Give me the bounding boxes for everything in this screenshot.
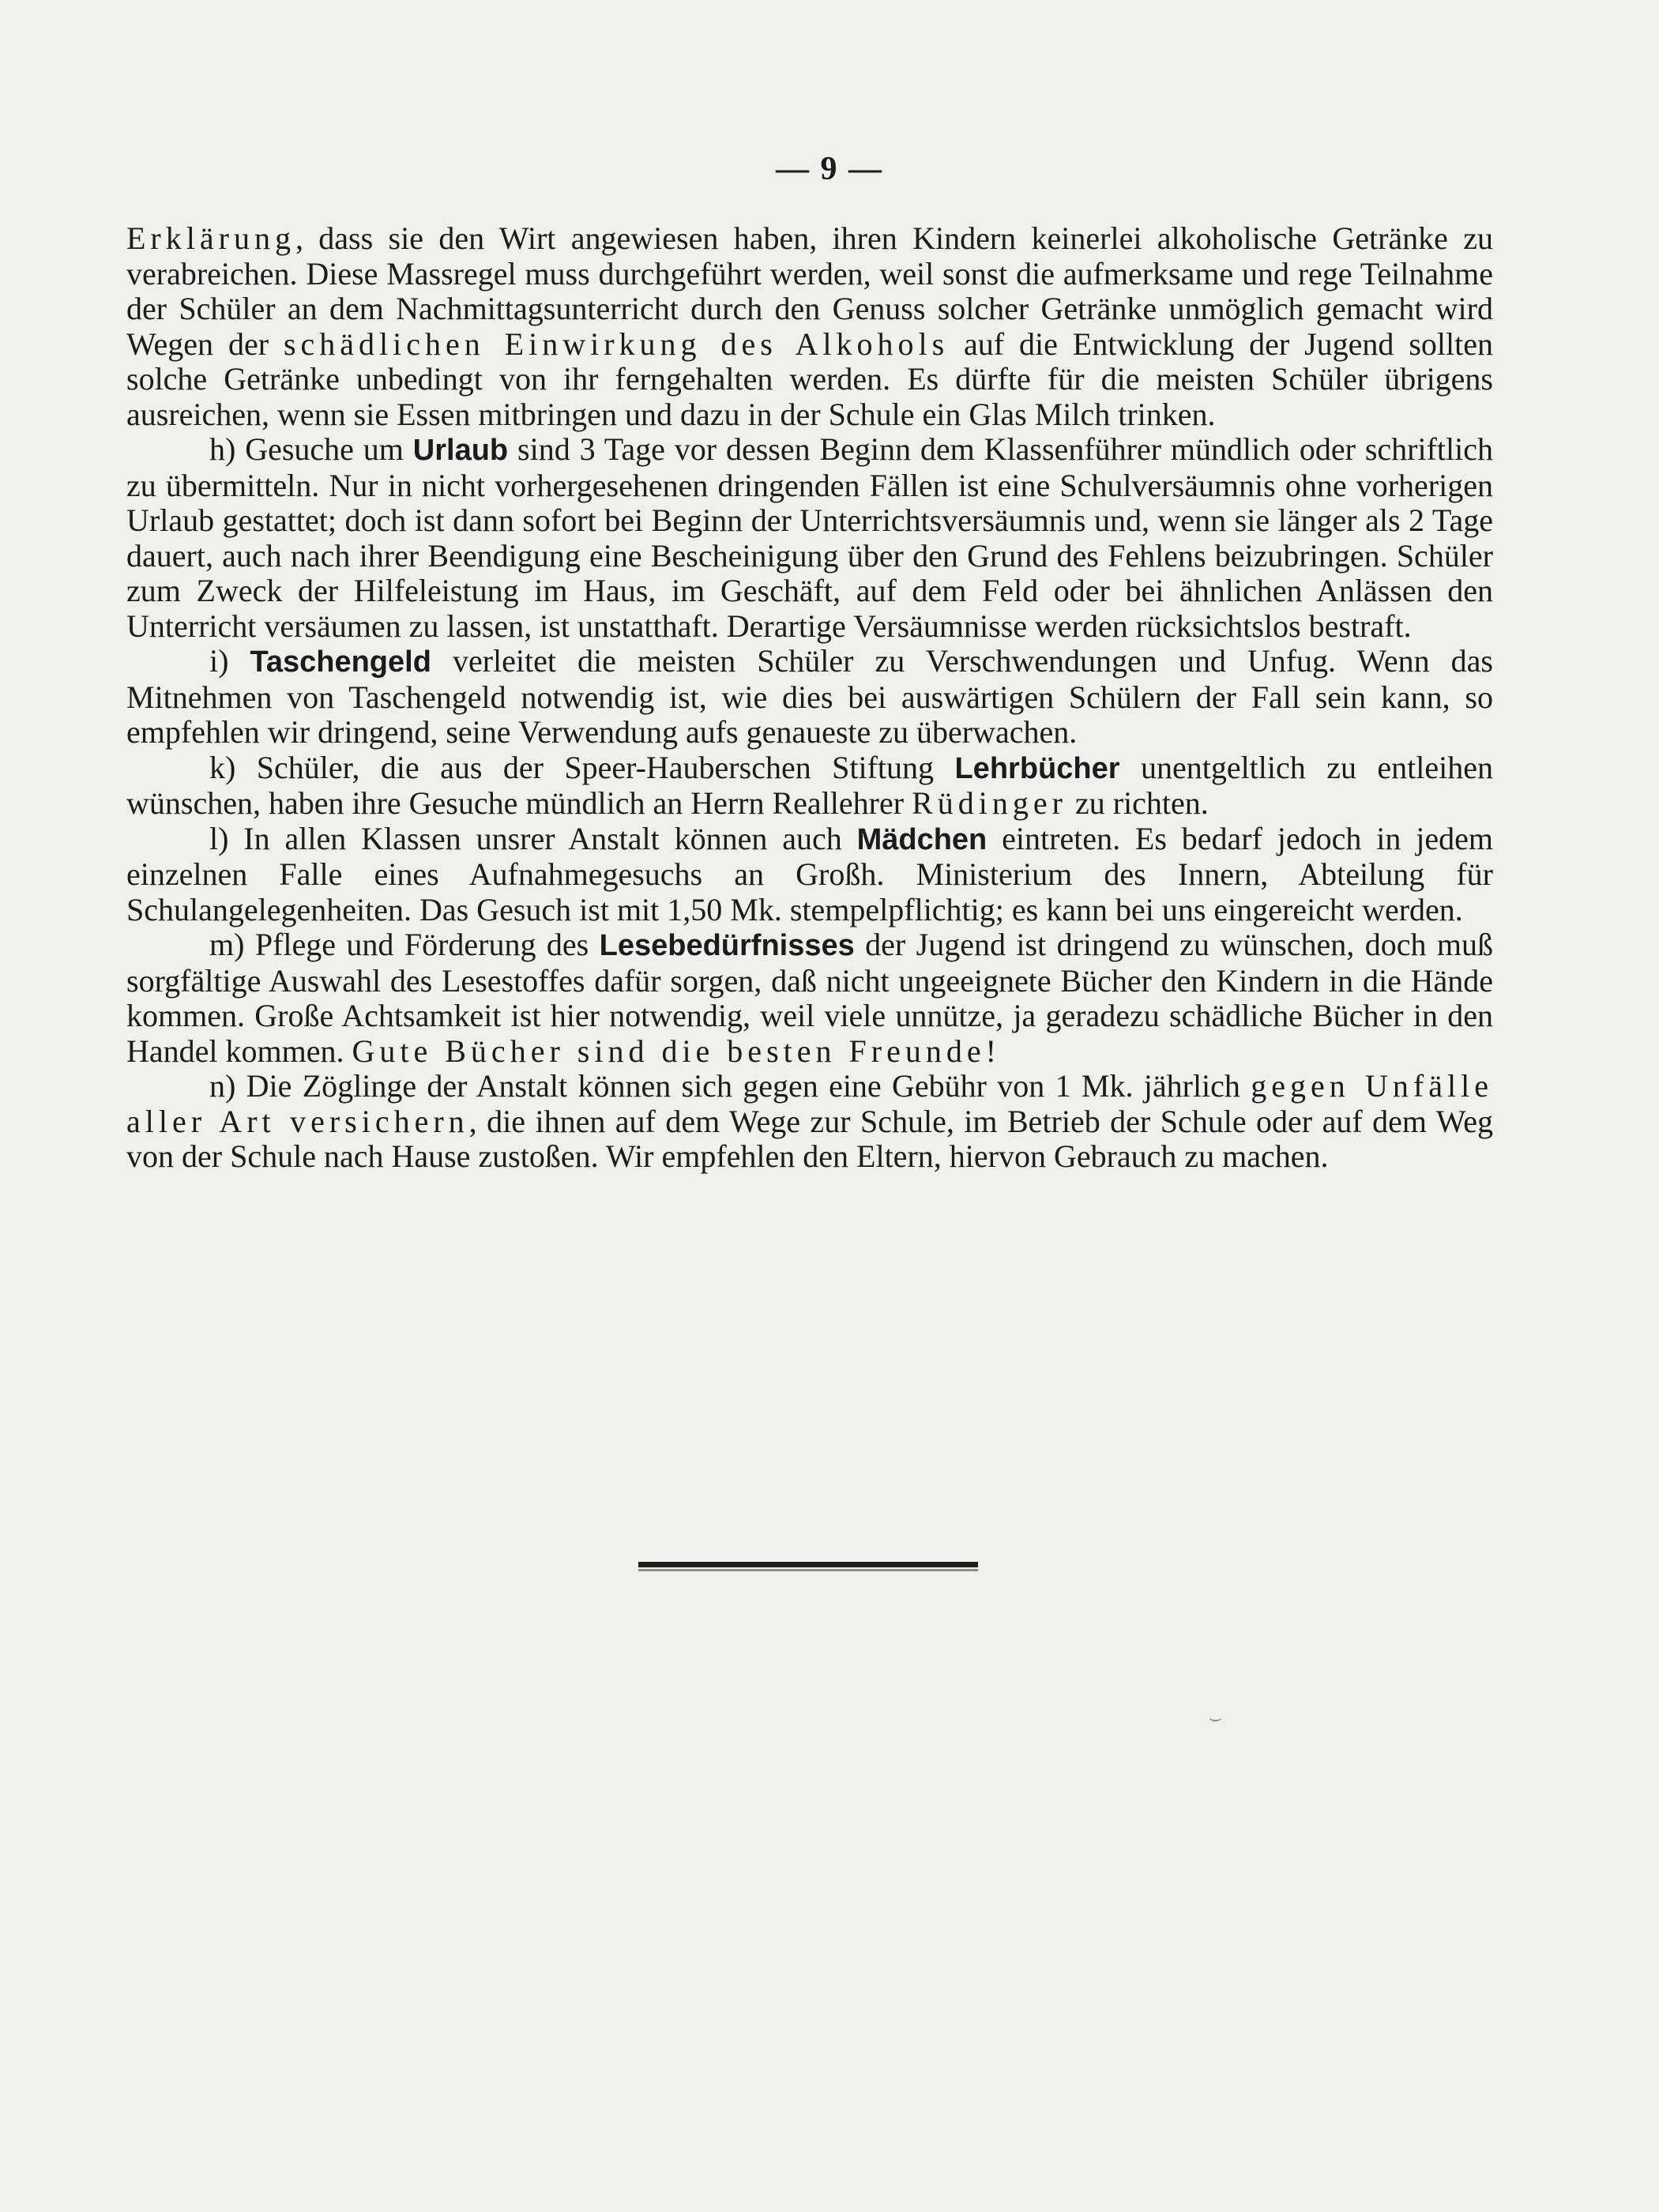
paragraph-l-maedchen <box>126 822 1493 928</box>
n-text-2: , die ihnen auf dem Wege zur Schule, im Betrieb der Schule oder auf dem Weg von der Schule nach Hause zustoßen. Wir empfehlen den Eltern, hiervon Gebrauch zu machen. <box>126 1103 1494 1174</box>
name-ruedinger: Rüdinger <box>912 785 1067 821</box>
m-text-1: m) Pflege und Förderung des <box>209 927 600 962</box>
term-taschengeld: Taschengeld <box>250 645 431 679</box>
l-text-1: l) In allen Klassen unsrer Anstalt können auch <box>209 820 857 856</box>
term-lesebeduerfnisses: Lesebedürfnisses <box>599 929 855 962</box>
section-divider-shadow <box>638 1569 978 1571</box>
paragraph-h-urlaub <box>126 432 1493 644</box>
emphasis-erklaerung: Erklärung <box>126 220 295 256</box>
section-divider <box>638 1562 978 1567</box>
paragraph-i-taschengeld <box>126 644 1493 750</box>
i-text-1: i) <box>209 643 250 679</box>
emphasis-unfaelle: gegen Unfälle aller Art versichern <box>126 1068 1493 1139</box>
emphasis-alkohol: schädlichen Einwirkung des Alkohols <box>283 325 950 362</box>
k-text-3: zu richten. <box>1066 785 1209 821</box>
body-text <box>126 221 1493 1175</box>
paragraph-k-lehrbuecher <box>126 750 1493 822</box>
k-text-2: unentgeltlich zu entleihen wünschen, haben ihre Gesuche mündlich an Herrn Reallehrer <box>126 749 1493 821</box>
h-text-1: h) Gesuche um <box>209 431 413 467</box>
l-text-2: eintreten. Es bedarf jedoch in jedem einzelnen Falle eines Aufnahmegesuchs an Großh. Ministerium des Innern, Abteilung für Schulangelegenheiten. Das Gesuch ist mit 1,50 Mk. stempelpflichtig; es kann bei uns eingereicht werden. <box>126 820 1493 927</box>
intro-text-2: auf die Entwicklung der Jugend sollten solche Getränke unbedingt von ihr ferngehalten werden. Es dürfte für die meisten Schüler übrigens ausreichen, wenn sie Essen mitbringen und dazu in der Schule ein Glas Milch trinken. <box>126 325 1493 432</box>
k-text-1: k) Schüler, die aus der Speer-Hauberschen Stiftung <box>209 749 955 785</box>
m-text-2: der Jugend ist dringend zu wünschen, doch muß sorgfältige Auswahl des Lesestoffes dafür sorgen, daß nicht ungeeignete Bücher den Kindern in die Hände kommen. Große Achtsamkeit ist hier notwendig, weil viele unnütze, ja geradezu schädliche Bücher in den Handel kommen. <box>126 927 1493 1069</box>
i-text-2: verleitet die meisten Schüler zu Verschwendungen und Unfug. Wenn das Mitnehmen von Taschengeld notwendig ist, wie dies bei auswärtigen Schülern der Fall sein kann, so empfehlen wir dringend, seine Verwendung aufs genaueste zu überwachen. <box>126 643 1493 750</box>
n-text-1: n) Die Zöglinge der Anstalt können sich gegen eine Gebühr von 1 Mk. jährlich <box>209 1068 1251 1104</box>
page-number: — 9 — <box>776 151 883 187</box>
term-lehrbuecher: Lehrbücher <box>954 751 1120 785</box>
term-urlaub: Urlaub <box>412 434 509 467</box>
h-text-2: sind 3 Tage vor dessen Beginn dem Klassenführer mündlich oder schriftlich zu übermitteln. Nur in nicht vorhergesehenen dringenden Fällen ist eine Schulversäumnis ohne vorherigen Urlaub gestattet; doch ist dann sofort bei Beginn der Unterrichtsversäumnis und, wenn sie länger als 2 Tage dauert, auch nach ihrer Beendigung eine Bescheinigung über den Grund des Fehlens beizubringen. Schüler zum Zweck der Hilfeleistung im Haus, im Geschäft, auf dem Feld oder bei ähnlichen Anlässen den Unterricht versäumen zu lassen, ist unstatthaft. Derartige Versäumnisse werden rücksichtslos bestraft. <box>126 431 1494 644</box>
emphasis-gute-buecher: Gute Bücher sind die besten Freunde! <box>352 1033 1001 1069</box>
paragraph-n-versicherung <box>126 1069 1493 1175</box>
intro-text-1: , dass sie den Wirt angewiesen haben, ihren Kindern keinerlei alkoholische Getränke zu verabreichen. Diese Massregel muss durchgeführt werden, weil sonst die aufmerksame und rege Teilnahme der Schüler an dem Nachmittagsunterricht durch den Genuss solcher Getränke unmöglich gemacht wird Wegen der <box>126 220 1493 362</box>
ink-speck-mark: ⌣ <box>1209 1706 1223 1729</box>
paragraph-m-lesebeduerfnis <box>126 927 1493 1069</box>
term-maedchen: Mädchen <box>856 822 988 856</box>
paragraph-intro <box>126 221 1493 432</box>
